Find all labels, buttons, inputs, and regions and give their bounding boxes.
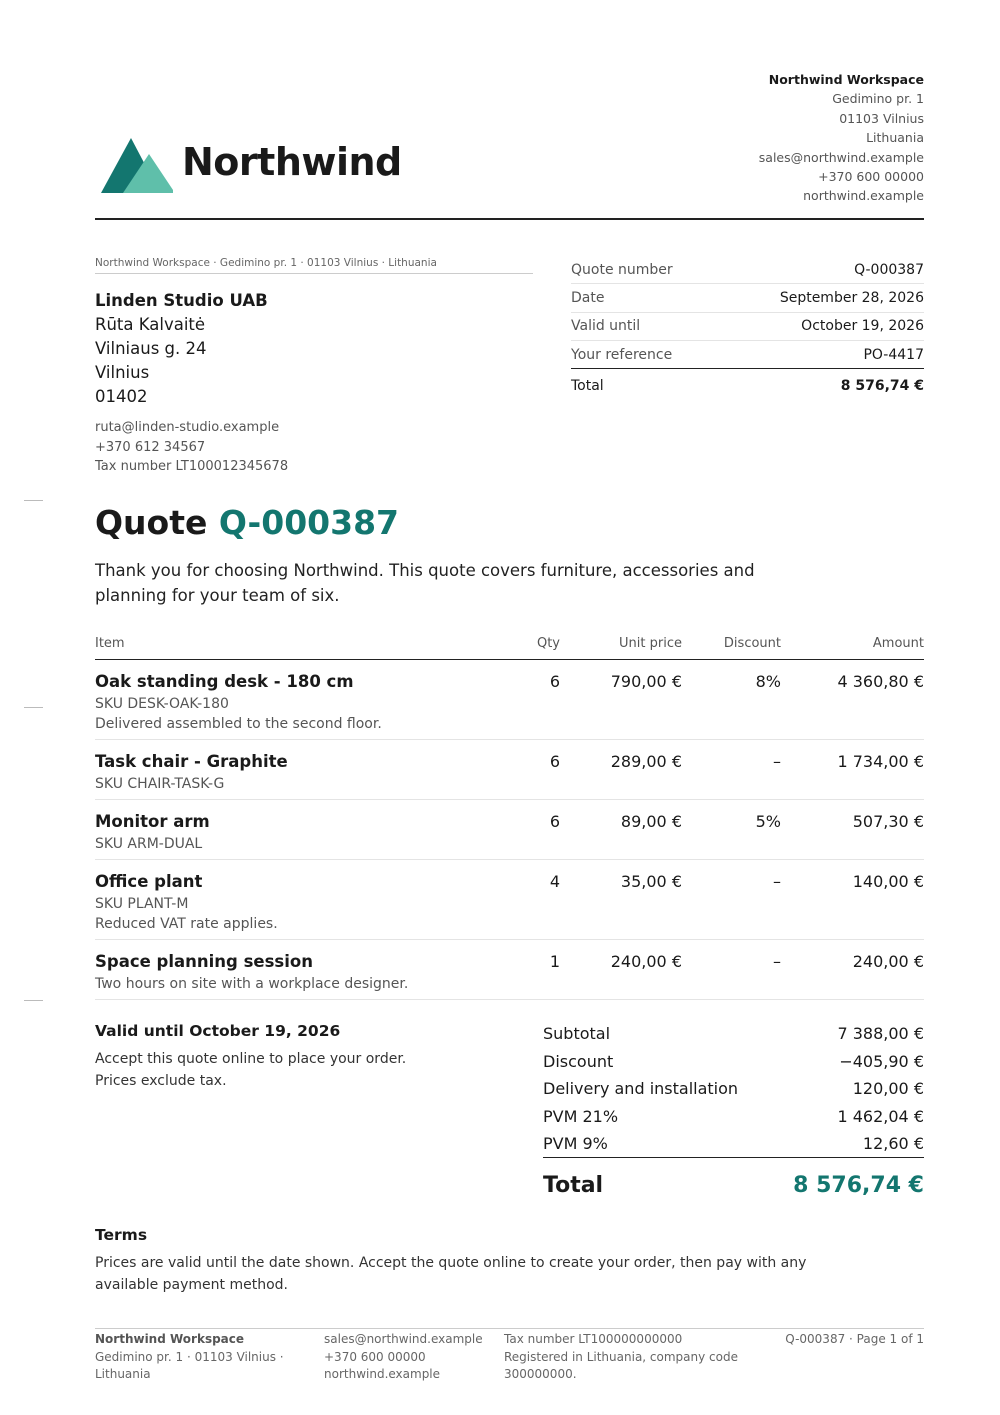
meta-row-total bbox=[571, 369, 924, 403]
footer-page-number: Q-000387 · Page 1 of 1 bbox=[785, 1332, 924, 1346]
footer-website[interactable]: northwind.example bbox=[324, 1367, 441, 1382]
item-note: Two hours on site with a workplace designer. bbox=[95, 976, 409, 992]
recipient-postcode: 01402 bbox=[95, 387, 148, 406]
recipient-tax-number: Tax number LT100012345678 bbox=[95, 459, 289, 475]
item-sku: SKU CHAIR-TASK-G bbox=[95, 776, 225, 792]
meta-label: Your reference bbox=[571, 346, 673, 363]
item-discount: 5% bbox=[755, 812, 781, 831]
table-row bbox=[95, 940, 924, 1000]
fold-mark-middle bbox=[24, 707, 43, 708]
terms-section bbox=[95, 1226, 855, 1296]
footer-email[interactable]: sales@northwind.example bbox=[324, 1332, 483, 1346]
header-item: Item bbox=[95, 636, 125, 651]
totals-row-vat-9 bbox=[543, 1130, 924, 1158]
meta-row-quote-number bbox=[571, 256, 924, 284]
totals-label: Subtotal bbox=[543, 1024, 611, 1044]
validity-title: Valid until October 19, 2026 bbox=[95, 1022, 341, 1040]
totals-label: PVM 9% bbox=[543, 1133, 608, 1153]
recipient-contact-details bbox=[95, 418, 525, 477]
item-unit-price: 790,00 € bbox=[610, 672, 682, 691]
item-sku: SKU PLANT-M bbox=[95, 896, 189, 912]
item-discount: – bbox=[773, 872, 781, 891]
company-email[interactable]: sales@northwind.example bbox=[758, 149, 924, 165]
totals-value: 7 388,00 € bbox=[837, 1024, 924, 1044]
meta-label: Date bbox=[571, 289, 605, 306]
item-qty: 4 bbox=[549, 872, 560, 891]
recipient-street: Vilniaus g. 24 bbox=[95, 339, 207, 358]
item-unit-price: 35,00 € bbox=[620, 872, 682, 891]
header-unit-price: Unit price bbox=[619, 636, 682, 651]
table-header bbox=[95, 630, 924, 660]
footer-address: Gedimino pr. 1 · 01103 Vilnius · bbox=[95, 1349, 284, 1364]
item-amount: 4 360,80 € bbox=[837, 672, 924, 691]
validity-line: Prices exclude tax. bbox=[95, 1072, 227, 1089]
table-row bbox=[95, 740, 924, 800]
company-street: Gedimino pr. 1 bbox=[832, 91, 924, 107]
item-name: Task chair - Graphite bbox=[95, 752, 288, 771]
item-discount: – bbox=[773, 952, 781, 971]
totals-label: Delivery and installation bbox=[543, 1079, 739, 1099]
company-logo bbox=[101, 136, 402, 196]
totals-label: PVM 21% bbox=[543, 1106, 619, 1126]
meta-value: Q-000387 bbox=[854, 261, 924, 278]
quote-meta-table bbox=[571, 256, 924, 403]
item-amount: 1 734,00 € bbox=[837, 752, 924, 771]
company-phone[interactable]: +370 600 00000 bbox=[818, 169, 924, 185]
totals-row-vat-21 bbox=[543, 1103, 924, 1131]
totals-value: 1 462,04 € bbox=[837, 1106, 924, 1126]
validity-text bbox=[95, 1049, 495, 1092]
title-word: Quote bbox=[95, 503, 208, 542]
header-discount: Discount bbox=[723, 636, 781, 651]
footer-company-code: 300000000. bbox=[504, 1367, 577, 1382]
item-unit-price: 240,00 € bbox=[610, 952, 682, 971]
grand-total bbox=[543, 1158, 924, 1214]
item-name: Space planning session bbox=[95, 952, 313, 971]
item-sku: SKU ARM-DUAL bbox=[95, 836, 203, 852]
table-row bbox=[95, 800, 924, 860]
footer-company-name: Northwind Workspace bbox=[95, 1332, 245, 1346]
recipient-contact: Rūta Kalvaitė bbox=[95, 315, 206, 334]
line-items-table bbox=[95, 630, 924, 1000]
item-name: Oak standing desk - 180 cm bbox=[95, 672, 354, 691]
validity-note bbox=[95, 1022, 495, 1092]
item-amount: 507,30 € bbox=[852, 812, 924, 831]
meta-total-label: Total bbox=[571, 378, 604, 395]
meta-value: September 28, 2026 bbox=[779, 289, 924, 306]
company-country: Lithuania bbox=[866, 130, 924, 146]
meta-row-date bbox=[571, 284, 924, 312]
item-discount: 8% bbox=[755, 672, 781, 691]
meta-row-valid-until bbox=[571, 313, 924, 341]
meta-label: Quote number bbox=[571, 261, 673, 278]
item-unit-price: 89,00 € bbox=[620, 812, 682, 831]
footer-company bbox=[95, 1331, 305, 1384]
item-discount: – bbox=[773, 752, 781, 771]
footer-country: Lithuania bbox=[95, 1367, 151, 1382]
mountain-logo-icon bbox=[101, 136, 173, 196]
recipient-address bbox=[95, 289, 525, 477]
fold-mark-top bbox=[24, 500, 43, 501]
totals-row-delivery bbox=[543, 1075, 924, 1103]
title-quote-number: Q-000387 bbox=[218, 503, 400, 542]
item-qty: 6 bbox=[549, 812, 560, 831]
totals-row-discount bbox=[543, 1048, 924, 1076]
item-name: Monitor arm bbox=[95, 812, 210, 831]
meta-label: Valid until bbox=[571, 318, 641, 335]
item-note: Delivered assembled to the second floor. bbox=[95, 716, 382, 732]
item-unit-price: 289,00 € bbox=[610, 752, 682, 771]
table-row bbox=[95, 860, 924, 940]
recipient-email[interactable]: ruta@linden-studio.example bbox=[95, 420, 280, 435]
table-row bbox=[95, 660, 924, 740]
grand-total-label: Total bbox=[543, 1173, 604, 1198]
footer-phone[interactable]: +370 600 00000 bbox=[324, 1349, 426, 1364]
page-title bbox=[95, 503, 399, 542]
recipient-city: Vilnius bbox=[95, 363, 150, 382]
fold-mark-bottom bbox=[24, 1000, 43, 1001]
recipient-phone[interactable]: +370 612 34567 bbox=[95, 439, 206, 455]
header-qty: Qty bbox=[536, 636, 560, 651]
totals-row-subtotal bbox=[543, 1020, 924, 1048]
totals-value: 12,60 € bbox=[862, 1133, 924, 1153]
totals-label: Discount bbox=[543, 1051, 614, 1071]
page-footer bbox=[95, 1328, 924, 1382]
item-qty: 1 bbox=[549, 952, 560, 971]
sender-return-line: Northwind Workspace · Gedimino pr. 1 · 01103 Vilnius · Lithuania bbox=[95, 257, 533, 274]
logo-wordmark: Northwind bbox=[182, 140, 402, 184]
company-website[interactable]: northwind.example bbox=[803, 188, 924, 204]
validity-line: Accept this quote online to place your order. bbox=[95, 1051, 407, 1067]
header-amount: Amount bbox=[872, 636, 924, 651]
meta-value: PO-4417 bbox=[863, 346, 924, 363]
footer-tax-number: Tax number LT100000000000 bbox=[504, 1332, 683, 1346]
totals-value: −405,90 € bbox=[839, 1051, 924, 1071]
recipient-company: Linden Studio UAB bbox=[95, 291, 268, 310]
company-address bbox=[759, 70, 924, 206]
terms-text: Prices are valid until the date shown. Accept the quote online to create your order, then pay with any available payment method. bbox=[95, 1255, 807, 1293]
terms-title: Terms bbox=[95, 1226, 148, 1244]
item-name: Office plant bbox=[95, 872, 203, 891]
grand-total-value: 8 576,74 € bbox=[793, 1173, 924, 1198]
item-note: Reduced VAT rate applies. bbox=[95, 916, 278, 932]
item-amount: 140,00 € bbox=[852, 872, 924, 891]
document-header bbox=[95, 60, 924, 220]
item-sku: SKU DESK-OAK-180 bbox=[95, 696, 229, 712]
footer-legal bbox=[504, 1331, 744, 1384]
meta-value: October 19, 2026 bbox=[801, 318, 924, 335]
intro-text: Thank you for choosing Northwind. This quote covers furniture, accessories and planning for your team of six. bbox=[95, 561, 755, 605]
item-qty: 6 bbox=[549, 752, 560, 771]
company-name: Northwind Workspace bbox=[768, 72, 924, 87]
meta-total-value: 8 576,74 € bbox=[840, 378, 924, 395]
item-amount: 240,00 € bbox=[852, 952, 924, 971]
item-qty: 6 bbox=[549, 672, 560, 691]
footer-contact bbox=[324, 1331, 494, 1384]
meta-row-reference bbox=[571, 341, 924, 369]
totals-value: 120,00 € bbox=[852, 1079, 924, 1099]
company-city: 01103 Vilnius bbox=[839, 110, 924, 126]
totals-summary bbox=[543, 1020, 924, 1214]
footer-registration: Registered in Lithuania, company code bbox=[504, 1349, 738, 1364]
